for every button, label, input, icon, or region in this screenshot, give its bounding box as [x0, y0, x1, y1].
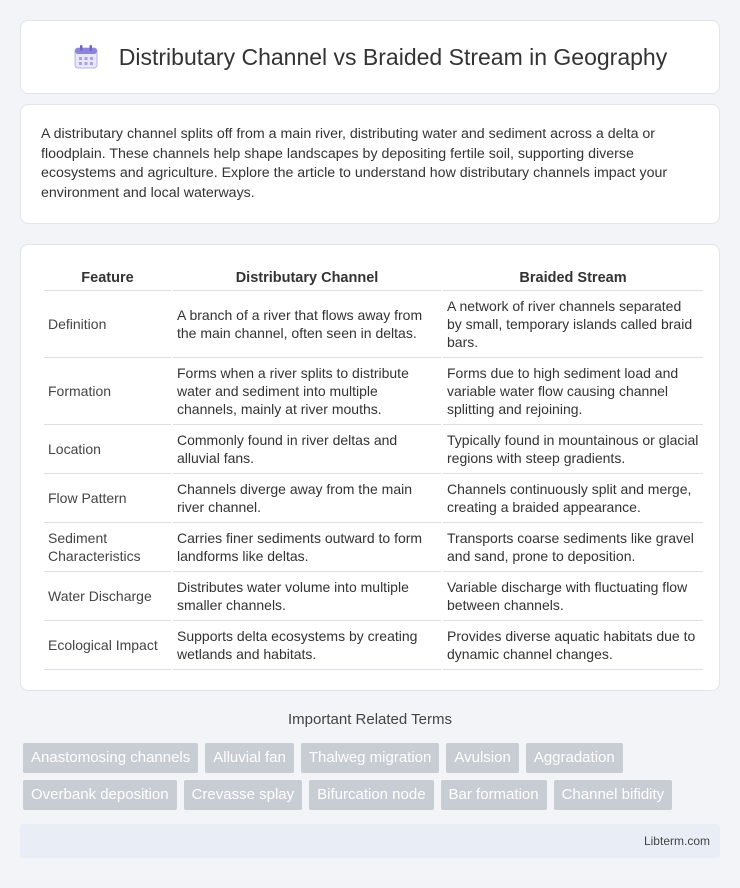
tag-row — [23, 780, 723, 810]
row-distributary: Forms when a river splits to distribute water and sediment into multiple channels, mainly at river mouths. — [173, 358, 441, 425]
row-braided: Forms due to high sediment load and variable water flow causing channel splitting and rejoining. — [443, 358, 703, 425]
tag-crevasse-splay[interactable]: Crevasse splay — [184, 780, 303, 810]
table-row — [44, 621, 703, 670]
row-distributary: Carries finer sediments outward to form landforms like deltas. — [173, 523, 441, 572]
row-feature: Definition — [44, 291, 171, 358]
header-distributary: Distributary Channel — [173, 265, 441, 291]
row-braided: Transports coarse sediments like gravel and sand, prone to deposition. — [443, 523, 703, 572]
header-braided: Braided Stream — [443, 265, 703, 291]
table-row — [44, 291, 703, 358]
intro-text: A distributary channel splits off from a main river, distributing water and sediment across a delta or floodplain. These channels help shape landscapes by depositing fertile soil, supporting diverse ecosystems and agriculture. Explore the article to understand how distributary channels impact your environment and local waterways. — [41, 126, 668, 201]
comparison-table-card — [20, 244, 720, 691]
row-braided: Typically found in mountainous or glacial regions with steep gradients. — [443, 425, 703, 474]
tag-row — [23, 743, 723, 773]
row-braided: Variable discharge with fluctuating flow between channels. — [443, 572, 703, 621]
row-feature: Flow Pattern — [44, 474, 171, 523]
row-feature: Formation — [44, 358, 171, 425]
row-feature: Ecological Impact — [44, 621, 171, 670]
header-feature: Feature — [44, 265, 171, 291]
tag-alluvial-fan[interactable]: Alluvial fan — [205, 743, 294, 773]
tag-overbank-deposition[interactable]: Overbank deposition — [23, 780, 177, 810]
table-row — [44, 358, 703, 425]
row-distributary: Commonly found in river deltas and alluvial fans. — [173, 425, 441, 474]
row-feature: Sediment Characteristics — [44, 523, 171, 572]
table-row — [44, 572, 703, 621]
tag-anastomosing-channels[interactable]: Anastomosing channels — [23, 743, 198, 773]
tag-channel-bifidity[interactable]: Channel bifidity — [554, 780, 673, 810]
row-braided: Channels continuously split and merge, creating a braided appearance. — [443, 474, 703, 523]
comparison-table — [42, 265, 705, 670]
table-row — [44, 425, 703, 474]
row-braided: A network of river channels separated by small, temporary islands called braid bars. — [443, 291, 703, 358]
tag-bifurcation-node[interactable]: Bifurcation node — [309, 780, 433, 810]
row-distributary: Channels diverge away from the main river channel. — [173, 474, 441, 523]
table-row — [44, 474, 703, 523]
row-distributary: Distributes water volume into multiple smaller channels. — [173, 572, 441, 621]
tag-bar-formation[interactable]: Bar formation — [441, 780, 547, 810]
tag-aggradation[interactable]: Aggradation — [526, 743, 623, 773]
tag-thalweg-migration[interactable]: Thalweg migration — [301, 743, 440, 773]
row-distributary: Supports delta ecosystems by creating wetlands and habitats. — [173, 621, 441, 670]
related-terms-tags — [23, 743, 723, 817]
footer-site-link[interactable]: Libterm.com — [643, 834, 710, 848]
table-header-row — [44, 265, 703, 291]
title-card — [20, 20, 720, 94]
page-title: Distributary Channel vs Braided Stream in Geography — [118, 43, 668, 70]
table-row — [44, 523, 703, 572]
row-feature: Water Discharge — [44, 572, 171, 621]
intro-card — [20, 104, 720, 224]
row-braided: Provides diverse aquatic habitats due to dynamic channel changes. — [443, 621, 703, 670]
row-distributary: A branch of a river that flows away from the main channel, often seen in deltas. — [173, 291, 441, 358]
related-terms-title: Important Related Terms — [288, 711, 452, 728]
footer — [20, 824, 720, 858]
calendar-icon — [73, 44, 99, 70]
row-feature: Location — [44, 425, 171, 474]
tag-avulsion[interactable]: Avulsion — [446, 743, 518, 773]
